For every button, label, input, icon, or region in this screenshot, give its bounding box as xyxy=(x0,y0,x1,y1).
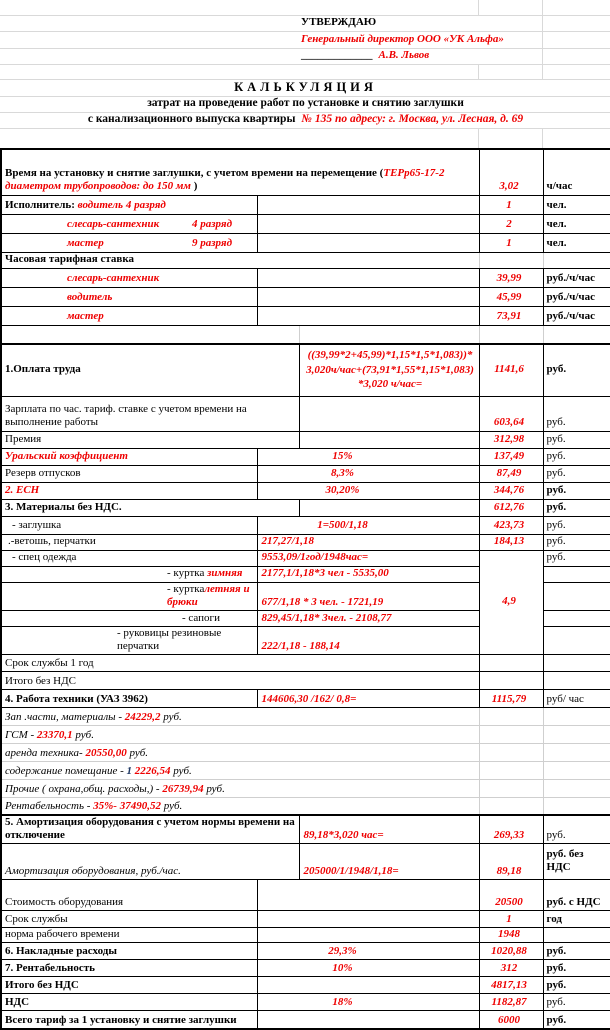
cell-bonus-value: 312,98 xyxy=(479,431,543,448)
signature-row xyxy=(0,48,610,64)
cell-materials-unit: руб. xyxy=(543,499,610,516)
row-ural xyxy=(1,448,610,465)
cell-workwear-unit: руб. xyxy=(543,550,610,566)
cell-boots-label: - сапоги xyxy=(1,610,257,626)
row-total-no-vat xyxy=(1,977,610,994)
cell-depreciation-rate-unit: руб. без НДС xyxy=(543,844,610,880)
cell-other-note: Прочие ( охрана,общ. расходы,) - 26739,94 руб. xyxy=(1,780,479,798)
cell-vat-label: НДС xyxy=(1,994,257,1011)
row-workwear xyxy=(1,550,610,566)
cell-materials-label: 3. Материалы без НДС. xyxy=(1,499,299,516)
cell-plug-formula: 1=500/1,18 xyxy=(257,516,479,534)
cell-boots-unit xyxy=(543,610,610,626)
cell-esn-value: 344,76 xyxy=(479,482,543,499)
cell-jacket-summer-unit xyxy=(543,582,610,610)
cell-labor-formula: ((39,99*2+45,99)*1,15*1,5*1,083))*3,020ч/час+(73,91*1,55*1,15*1,083)*3,020 ч/час= xyxy=(299,344,479,396)
cell-depreciation-rate-value: 89,18 xyxy=(479,844,543,880)
cell-depreciation-rate-label: Амортизация оборудования, руб./час. xyxy=(1,844,299,880)
cell-fuel-note: ГСМ - 23370,1 руб. xyxy=(1,726,479,744)
cell-rate-plumber-value: 39,99 xyxy=(479,268,543,287)
cell-master-grade-value: 1 xyxy=(479,233,543,252)
row-parts xyxy=(1,708,610,726)
cell-rate-master-label: мастер xyxy=(1,306,257,325)
cell-rate-driver-unit: руб./ч/час xyxy=(543,287,610,306)
cell-bonus-unit: руб. xyxy=(543,431,610,448)
cell-vat-formula: 18% xyxy=(257,994,479,1011)
cell-rate-driver-label: водитель xyxy=(1,287,257,306)
cell-overhead-unit: руб. xyxy=(543,943,610,960)
cell-esn-formula: 30,20% xyxy=(257,482,479,499)
cell-labor-label: 1.Оплата труда xyxy=(1,344,299,396)
cell-profit-unit: руб. xyxy=(543,960,610,977)
cell-overhead-label: 6. Накладные расходы xyxy=(1,943,257,960)
cell-executor-unit: чел. xyxy=(543,195,610,214)
cell-vacation-formula: 8,3% xyxy=(257,465,479,482)
row-hourly-header xyxy=(1,252,610,268)
cell-plumber-grade-value: 2 xyxy=(479,214,543,233)
cell-work-norm-unit xyxy=(543,928,610,943)
cell-equipment-cost-label: Стоимость оборудования xyxy=(1,880,257,911)
director-name: А.В. Львов xyxy=(378,49,430,62)
approve-row xyxy=(0,15,610,31)
cell-total-no-vat-label: Итого без НДС xyxy=(1,977,257,994)
cell-plug-label: - заглушка xyxy=(1,516,257,534)
cell-depreciation-unit: руб. xyxy=(543,815,610,844)
row-premises xyxy=(1,762,610,780)
cell-rags-value: 184,13 xyxy=(479,534,543,550)
cell-mittens-unit xyxy=(543,626,610,654)
cell-total-label: Всего тариф за 1 установку и снятие заглушки xyxy=(1,1011,257,1029)
cell-depreciation-label: 5. Амортизация оборудования с учетом нормы времени на отключение xyxy=(1,815,299,844)
cell-overhead-formula: 29,3% xyxy=(257,943,479,960)
hdr-empty-row-2 xyxy=(0,64,610,79)
row-time xyxy=(1,149,610,195)
cell-time-value: 3,02 xyxy=(479,149,543,195)
cell-salary-value: 603,64 xyxy=(479,396,543,431)
row-plumber-grade xyxy=(1,214,610,233)
cell-vat-value: 1182,87 xyxy=(479,994,543,1011)
cell-vacation-label: Резерв отпусков xyxy=(1,465,257,482)
subtitle-line-2-address: № 135 по адресу: г. Москва, ул. Лесная, д. 69 xyxy=(301,112,524,125)
cell-plumber-grade-label: слесарь-сантехник 4 разряд xyxy=(1,214,257,233)
cell-equipment-cost-unit: руб. с НДС xyxy=(543,880,610,911)
row-bonus xyxy=(1,431,610,448)
row-vacation xyxy=(1,465,610,482)
cell-labor-unit: руб. xyxy=(543,344,610,396)
cell-workwear-value-merged: 4,9 xyxy=(479,550,543,655)
cell-master-grade-unit: чел. xyxy=(543,233,610,252)
row-service-life-1y xyxy=(1,655,610,672)
row-depreciation-rate xyxy=(1,844,610,880)
row-machinery xyxy=(1,690,610,708)
cell-time-unit: ч/час xyxy=(543,149,610,195)
row-rate-driver xyxy=(1,287,610,306)
row-fuel xyxy=(1,726,610,744)
director-row xyxy=(0,31,610,48)
row-spacer xyxy=(1,325,610,344)
cell-rate-master-unit: руб./ч/час xyxy=(543,306,610,325)
cell-profit-value: 312 xyxy=(479,960,543,977)
cell-profit-formula: 10% xyxy=(257,960,479,977)
cell-rags-formula: 217,27/1,18 xyxy=(257,534,479,550)
row-rate-master xyxy=(1,306,610,325)
cell-rate-plumber-unit: руб./ч/час xyxy=(543,268,610,287)
cell-profit-note: Рентабельность - 35%- 37490,52 руб. xyxy=(1,798,479,815)
subtitle-row-2 xyxy=(0,112,610,128)
cell-equipment-cost-value: 20500 xyxy=(479,880,543,911)
approve-label: УТВЕРЖДАЮ xyxy=(298,15,542,31)
cell-premises-note: содержание помещание - 1 2226,54 руб. xyxy=(1,762,479,780)
cell-total-no-vat-unit: руб. xyxy=(543,977,610,994)
cell-plug-unit: руб. xyxy=(543,516,610,534)
cell-jacket-summer-formula: 677/1,18 * 3 чел. - 1721,19 xyxy=(257,582,479,610)
cell-subtotal-mid-label: Итого без НДС xyxy=(1,672,479,690)
cell-executor-label: Исполнитель: водитель 4 разряд xyxy=(1,195,257,214)
row-depreciation xyxy=(1,815,610,844)
subtitle-row-1 xyxy=(0,96,610,112)
cell-ural-formula: 15% xyxy=(257,448,479,465)
cell-mittens-label: - руковицы резиновые перчатки xyxy=(1,626,257,654)
signature-line: _____________ xyxy=(301,49,373,62)
cell-service-life-value: 1 xyxy=(479,911,543,928)
cell-master-grade-label: мастер 9 разряд xyxy=(1,233,257,252)
subtitle-line-2-black: с канализационного выпуска квартиры xyxy=(87,112,296,125)
cell-esn-unit: руб. xyxy=(543,482,610,499)
cell-jacket-winter-unit xyxy=(543,566,610,582)
row-executor xyxy=(1,195,610,214)
row-esn xyxy=(1,482,610,499)
row-rags xyxy=(1,534,610,550)
cell-time-label: Время на установку и снятие заглушки, с учетом времени на перемещение (ТЕРр65-17-2 диаметром трубопроводов: до 150 мм ) xyxy=(1,149,479,195)
row-materials xyxy=(1,499,610,516)
hdr-empty-row-1 xyxy=(0,0,610,15)
row-master-grade xyxy=(1,233,610,252)
cell-salary-unit: руб. xyxy=(543,396,610,431)
cell-jacket-summer-label: - курткалетняя и брюки xyxy=(1,582,257,610)
cell-work-norm-label: норма рабочего времени xyxy=(1,928,257,943)
cell-depreciation-formula: 89,18*3,020 час= xyxy=(299,815,479,844)
cell-executor-value: 1 xyxy=(479,195,543,214)
cell-rags-label: .-ветошь, перчатки xyxy=(1,534,257,550)
cell-total-no-vat-value: 4817,13 xyxy=(479,977,543,994)
title-row xyxy=(0,79,610,96)
cell-vacation-value: 87,49 xyxy=(479,465,543,482)
row-subtotal-mid xyxy=(1,672,610,690)
director-title: Генеральный директор ООО «УК Альфа» xyxy=(301,33,504,46)
row-other xyxy=(1,780,610,798)
row-vat xyxy=(1,994,610,1011)
cell-vat-unit: руб. xyxy=(543,994,610,1011)
cell-ural-value: 137,49 xyxy=(479,448,543,465)
hdr-empty-row-3 xyxy=(0,128,610,148)
cell-rate-driver-value: 45,99 xyxy=(479,287,543,306)
cell-machinery-unit: руб/ час xyxy=(543,690,610,708)
cell-parts-note: Зап .части, материалы - 24229,2 руб. xyxy=(1,708,479,726)
row-rate-plumber xyxy=(1,268,610,287)
approval-header xyxy=(0,0,610,148)
row-service-life xyxy=(1,911,610,928)
cell-labor-value: 1141,6 xyxy=(479,344,543,396)
cell-vacation-unit: руб. xyxy=(543,465,610,482)
row-labor xyxy=(1,344,610,396)
cell-service-life-1y-label: Срок службы 1 год xyxy=(1,655,479,672)
cell-ural-label: Уральский коэффициент xyxy=(1,448,257,465)
cell-jacket-winter-label: - куртка зимняя xyxy=(1,566,257,582)
cell-profit-label: 7. Рентабельность xyxy=(1,960,257,977)
cell-depreciation-rate-formula: 205000/1/1948/1,18= xyxy=(299,844,479,880)
cell-rent-note: аренда техника- 20550,00 руб. xyxy=(1,744,479,762)
calculation-table xyxy=(0,148,610,1030)
cell-plug-value: 423,73 xyxy=(479,516,543,534)
cell-rate-master-value: 73,91 xyxy=(479,306,543,325)
cell-work-norm-value: 1948 xyxy=(479,928,543,943)
cell-service-life-label: Срок службы xyxy=(1,911,257,928)
cell-materials-value: 612,76 xyxy=(479,499,543,516)
cell-ural-unit: руб. xyxy=(543,448,610,465)
cell-total-unit: руб. xyxy=(543,1011,610,1029)
cell-mittens-formula: 222/1,18 - 188,14 xyxy=(257,626,479,654)
cell-workwear-formula: 9553,09/1год/1948час= xyxy=(257,550,479,566)
row-overhead xyxy=(1,943,610,960)
cell-machinery-formula: 144606,30 /162/ 0,8= xyxy=(257,690,479,708)
cell-rate-plumber-label: слесарь-сантехник xyxy=(1,268,257,287)
row-work-norm xyxy=(1,928,610,943)
cell-esn-label: 2. ЕСН xyxy=(1,482,257,499)
cell-machinery-value: 1115,79 xyxy=(479,690,543,708)
cell-boots-formula: 829,45/1,18* 3чел. - 2108,77 xyxy=(257,610,479,626)
cell-service-life-unit: год xyxy=(543,911,610,928)
cell-machinery-label: 4. Работа техники (УАЗ 3962) xyxy=(1,690,257,708)
cell-depreciation-value: 269,33 xyxy=(479,815,543,844)
cell-rags-unit: руб. xyxy=(543,534,610,550)
cell-workwear-label: - спец одежда xyxy=(1,550,257,566)
cell-bonus-label: Премия xyxy=(1,431,299,448)
cell-total-value: 6000 xyxy=(479,1011,543,1029)
row-salary xyxy=(1,396,610,431)
row-profit-note xyxy=(1,798,610,815)
row-plug xyxy=(1,516,610,534)
cell-jacket-winter-formula: 2177,1/1,18*3 чел - 5535,00 xyxy=(257,566,479,582)
row-rent xyxy=(1,744,610,762)
cell-overhead-value: 1020,88 xyxy=(479,943,543,960)
cell-hourly-header-label: Часовая тарифная ставка xyxy=(1,252,479,268)
row-equipment-cost xyxy=(1,880,610,911)
page-title: КАЛЬКУЛЯЦИЯ xyxy=(0,79,610,96)
cell-plumber-grade-unit: чел. xyxy=(543,214,610,233)
row-total xyxy=(1,1011,610,1029)
subtitle-line-1: затрат на проведение работ по установке и снятию заглушки xyxy=(0,96,610,112)
cell-salary-label: Зарплата по час. тариф. ставке с учетом времени на выполнение работы xyxy=(1,396,299,431)
row-profit xyxy=(1,960,610,977)
